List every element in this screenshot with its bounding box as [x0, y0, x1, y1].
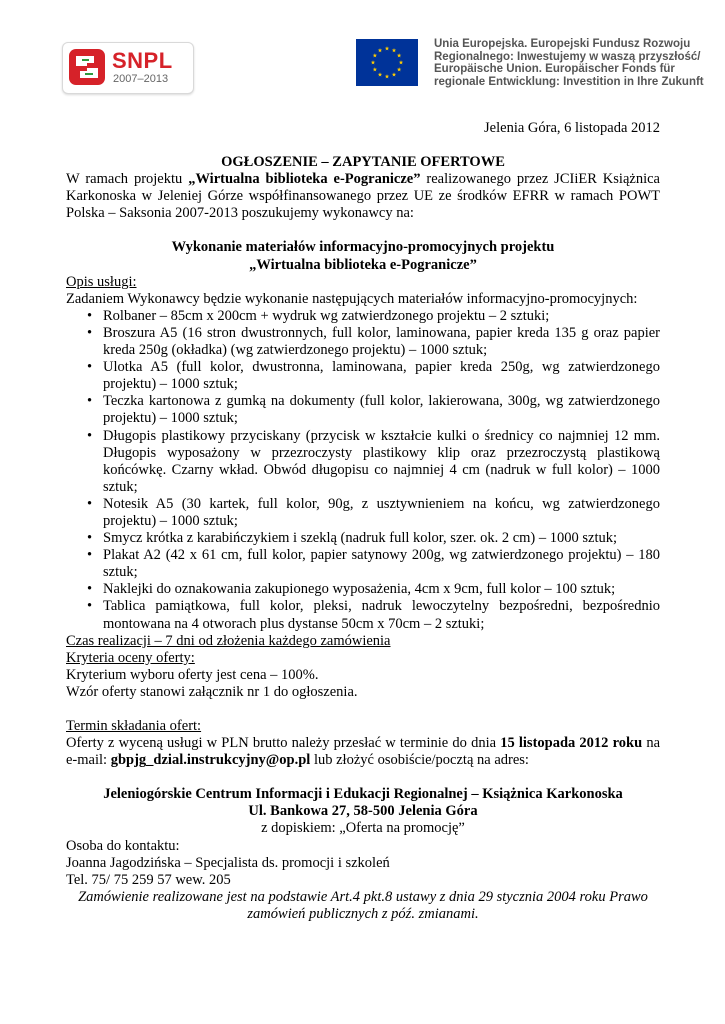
kontakt-phone: Tel. 75/ 75 259 57 wew. 205	[66, 871, 231, 888]
eu-text-line: Regionalnego: Inwestujemy w waszą przyszłość/	[434, 50, 701, 63]
list-item: • Rolbaner – 85cm x 200cm + wydruk wg zatwierdzonego projektu – 2 sztuki;	[66, 308, 660, 325]
wzor-line: Wzór oferty stanowi załącznik nr 1 do ogłoszenia.	[66, 683, 358, 700]
oferty-text-end: lub złożyć osobiście/pocztą na adres:	[310, 752, 529, 769]
snpl-logo	[62, 42, 192, 92]
intro-paragraph	[66, 171, 660, 222]
deadline-date: 15 listopada 2012 roku	[500, 735, 643, 752]
address-line: Ul. Bankowa 27, 58-500 Jelenia Góra	[248, 803, 478, 820]
list-item: • Plakat A2 (42 x 61 cm, full kolor, papier satynowy 200g, wg zatwierdzonego projektu) – 180 sztuk;	[66, 547, 660, 581]
eu-text-line: regionale Entwicklung: Investition in Ihre Zukunft	[434, 75, 704, 88]
oferty-text-mid: na e-mail:	[66, 735, 661, 769]
termin-heading: Termin składania ofert:	[66, 718, 202, 734]
kryterium-line: Kryterium wyboru oferty jest cena – 100%.	[66, 666, 319, 683]
date-line: Jelenia Góra, 6 listopada 2012	[484, 120, 660, 136]
materials-list	[66, 308, 660, 633]
list-item: • Broszura A5 (16 stron dwustronnych, full kolor, laminowana, papier kreda 135 g oraz papier kreda 250g (okładka) (wg zatwierdzonego projektu) – 1000 sztuk;	[66, 325, 660, 359]
legal-footer: zamówień publicznych z póź. zmianami.	[247, 905, 479, 922]
list-item: • Ulotka A5 (full kolor, dwustronna, laminowana, papier kreda 250g, wg zatwierdzonego projektu) – 1000 sztuk;	[66, 359, 660, 393]
list-item: • Smycz krótka z karabińczykiem i szeklą (nadruk full kolor, szer. ok. 2 cm) – 1000 sztuk;	[66, 530, 660, 547]
intro-text-cont: realizowanego przez JCIiER Książnica Karkonoska w Jeleniej Górze współfinansowanego przez UE ze środków EFRR w ramach POWT Polska – Saksonia 2007-2013 poszukujemy wykonawcy na:	[66, 171, 660, 222]
eu-text-line: Europäische Union. Europäischer Fonds für	[434, 63, 675, 76]
list-item: • Teczka kartonowa z gumką na dokumenty (full kolor, lakierowana, 300g, wg zatwierdzonego projektu) – 1000 sztuk;	[66, 393, 660, 427]
kontakt-name: Joanna Jagodzińska – Specjalista ds. promocji i szkoleń	[66, 854, 390, 871]
list-item: • Tablica pamiątkowa, full kolor, pleksi, nadruk lewoczytelny bezpośredni, bezpośrednio montowana na 4 otworach plus dystanse 50cm x 70cm – 2 sztuki;	[66, 598, 660, 632]
opis-intro: Zadaniem Wykonawcy będzie wykonanie następujących materiałów informacyjno-promocyjnych:	[66, 290, 638, 307]
opis-heading: Opis usługi:	[66, 273, 137, 290]
eu-flag-icon	[356, 39, 418, 86]
address-note: z dopiskiem: „Oferta na promocję”	[261, 820, 465, 837]
oferty-paragraph	[66, 735, 660, 769]
contact-email-link[interactable]: gbpjg_dzial.instrukcyjny@op.pl	[110, 752, 311, 769]
czas-realizacji: Czas realizacji – 7 dni od złożenia każdego zamówienia	[66, 632, 391, 649]
kontakt-heading: Osoba do kontaktu:	[66, 837, 180, 854]
subject-line: Wykonanie materiałów informacyjno-promocyjnych projektu	[171, 239, 555, 256]
project-name: „Wirtualna biblioteka e-Pogranicze”	[188, 171, 421, 188]
legal-footer: Zamówienie realizowane jest na podstawie Art.4 pkt.8 ustawy z dnia 29 stycznia 2004 roku Prawo	[78, 888, 648, 905]
eu-funding-statement	[434, 38, 704, 88]
letterhead	[0, 0, 725, 110]
oferty-text: Oferty z wyceną usługi w PLN brutto należy przesłać w terminie do dnia	[66, 735, 501, 752]
kryteria-heading: Kryteria oceny oferty:	[66, 649, 195, 666]
list-item: • Naklejki do oznakowania zakupionego wyposażenia, 4cm x 9cm, full kolor – 100 sztuk;	[66, 581, 660, 598]
list-item: • Notesik A5 (30 kartek, full kolor, 90g, z usztywnieniem na końcu, wg zatwierdzonego projektu) – 1000 sztuk;	[66, 496, 660, 530]
document-title: OGŁOSZENIE – ZAPYTANIE OFERTOWE	[221, 154, 505, 171]
intro-text: W ramach projektu	[66, 171, 189, 188]
snpl-emblem-icon	[68, 48, 106, 86]
subject-line: „Wirtualna biblioteka e-Pogranicze”	[249, 256, 477, 273]
eu-text-line: Unia Europejska. Europejski Fundusz Rozwoju	[434, 38, 691, 50]
list-item: • Długopis plastikowy przyciskany (przycisk w kształcie kulki o średnicy co najmniej 12 mm. Długopis wyposażony w przezroczysty plastikowy klip oraz przezroczystą plastikową końcówkę. Czarny wkład. Obwód długopisu co najmniej 4 cm (nadruk w full kolor) – 1000 sztuk;	[66, 428, 660, 496]
document-body	[66, 120, 660, 923]
snpl-logo-years: 2007–2013	[113, 73, 169, 85]
address-line: Jeleniogórskie Centrum Informacji i Edukacji Regionalnej – Książnica Karkonoska	[103, 786, 623, 803]
snpl-logo-name: SNPL	[112, 48, 173, 73]
